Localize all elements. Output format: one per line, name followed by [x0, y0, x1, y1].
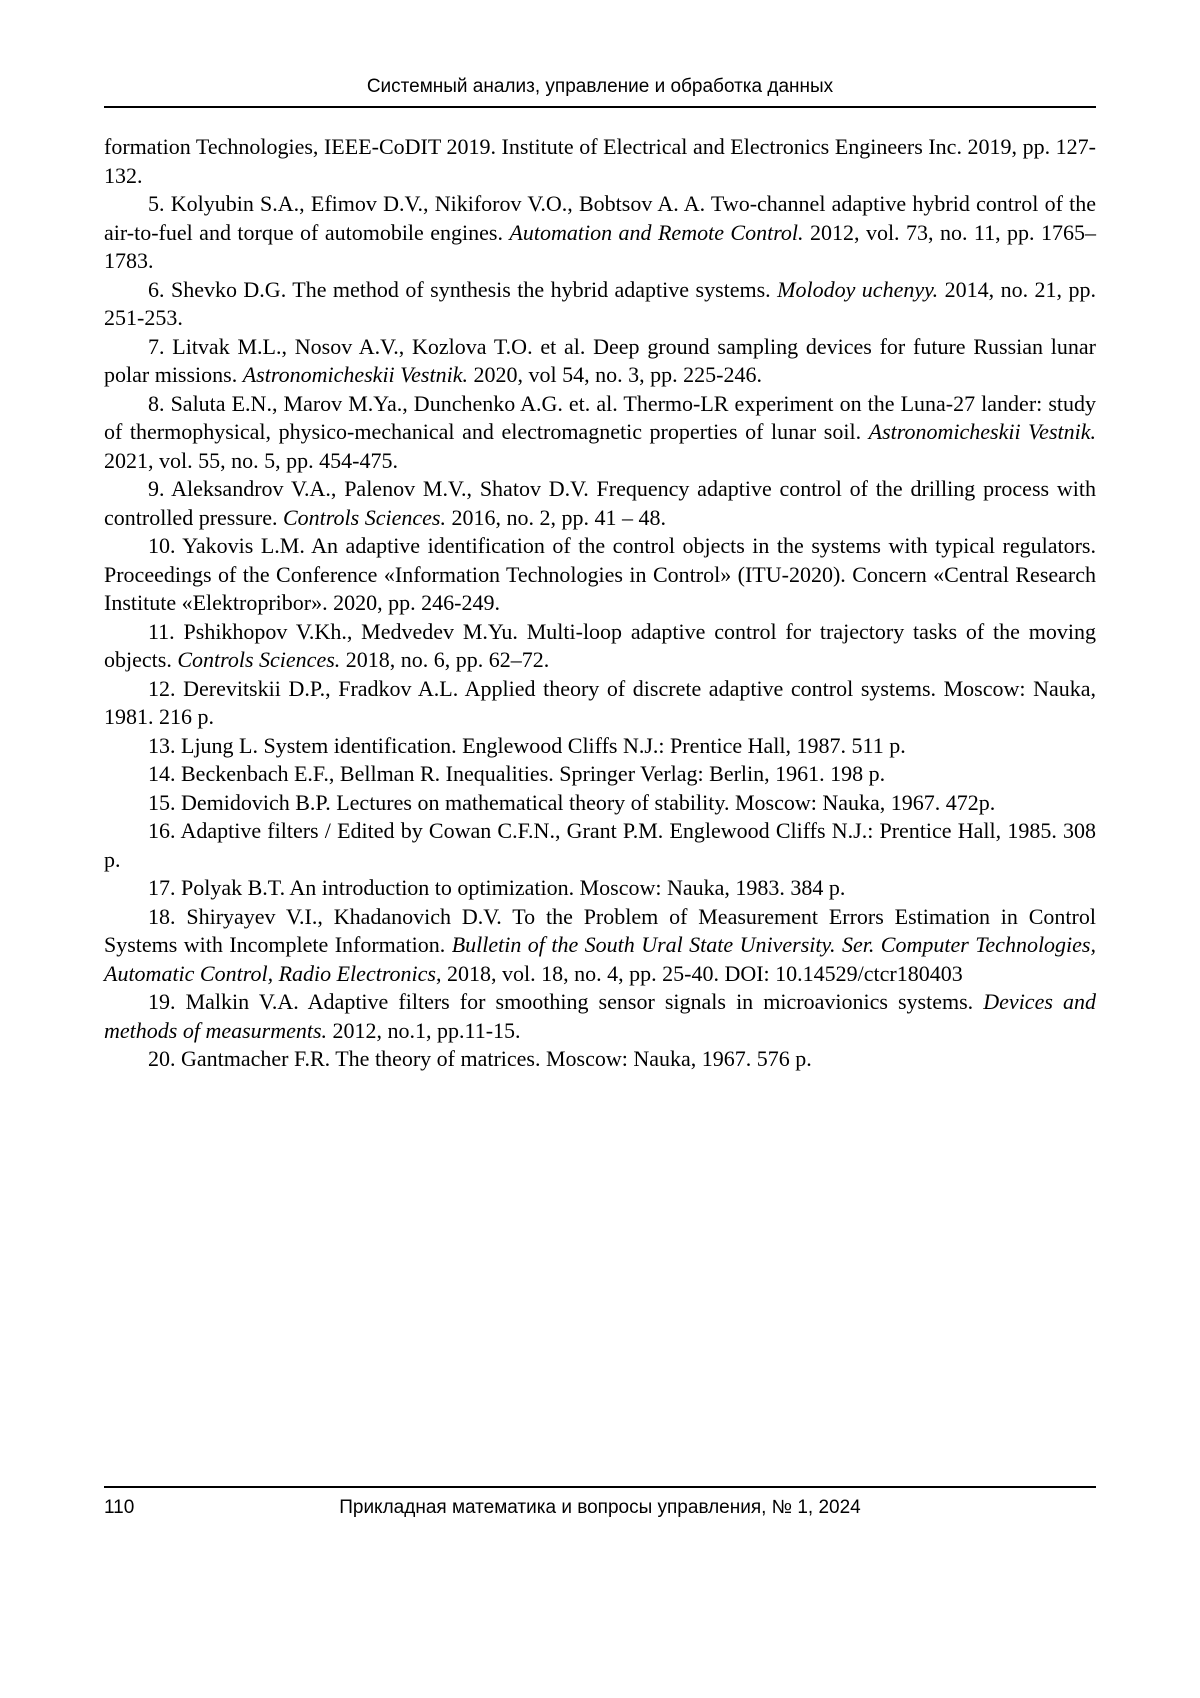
reference-item	[104, 618, 1096, 675]
reference-item	[104, 675, 1096, 732]
page-number: 110	[104, 1497, 135, 1518]
reference-text: 8. Saluta E.N., Marov M.Ya., Dunchenko A.G. et. al. Thermo-LR experiment on the Luna-27 lander: study of thermophysical, physico-mechanical and electromagnetic properties of lunar soil.	[104, 390, 1096, 444]
reference-text: , 2018, vol. 18, no. 4, pp. 25-40. DOI: 10.14529/ctcr180403	[436, 960, 963, 986]
reference-text: 2016, no. 2, pp. 41 – 48.	[445, 504, 666, 530]
reference-text: 18. Shiryayev V.I., Khadanovich D.V. To the Problem of Measurement Errors Estimation in Control Systems with Incomplete Information.	[104, 903, 1096, 957]
reference-text: 7. Litvak M.L., Nosov A.V., Kozlova T.O. et al. Deep ground sampling devices for future Russian lunar polar missions.	[104, 333, 1096, 387]
reference-item	[104, 190, 1096, 276]
reference-item	[104, 1045, 1096, 1074]
reference-journal-title: Devices and methods of measurments.	[104, 989, 1096, 1043]
reference-text: 2012, no.1, pp.11-15.	[327, 1017, 521, 1043]
reference-text: 19. Malkin V.A. Adaptive filters for smoothing sensor signals in microavionics systems.	[148, 989, 984, 1014]
reference-text: 14. Beckenbach E.F., Bellman R. Inequalities. Springer Verlag: Berlin, 1961. 198 p.	[148, 761, 886, 786]
reference-text: 2018, no. 6, pp. 62–72.	[340, 647, 550, 672]
reference-item	[104, 732, 1096, 761]
reference-journal-title: Astronomicheskii Vestnik.	[868, 419, 1096, 444]
running-title: Системный анализ, управление и обработка данных	[366, 76, 834, 97]
reference-item	[104, 276, 1096, 333]
reference-item	[104, 133, 1096, 190]
reference-text: 2021, vol. 55, no. 5, pp. 454-475.	[104, 447, 398, 473]
reference-text: 11. Pshikhopov V.Kh., Medvedev M.Yu. Multi-loop adaptive control for trajectory tasks of the moving objects.	[104, 618, 1096, 672]
reference-text: 9. Aleksandrov V.A., Palenov M.V., Shatov D.V. Frequency adaptive control of the drilling process with controlled pressure.	[104, 476, 1096, 530]
reference-item	[104, 760, 1096, 789]
reference-text: 16. Adaptive filters / Edited by Cowan C.F.N., Grant P.M. Englewood Cliffs N.J.: Prentice Hall, 1985. 308 p.	[104, 818, 1096, 872]
reference-text: 2014, no. 21, pp. 251-253.	[104, 276, 1096, 330]
reference-item	[104, 390, 1096, 476]
reference-item	[104, 874, 1096, 903]
reference-text: 20. Gantmacher F.R. The theory of matrices. Moscow: Nauka, 1967. 576 p.	[148, 1046, 812, 1071]
reference-journal-title: Controls Sciences.	[177, 647, 341, 672]
reference-item	[104, 789, 1096, 818]
reference-text: 2012, vol. 73, no. 11, pp. 1765–1783.	[104, 219, 1096, 273]
page-footer	[104, 1486, 1096, 1520]
reference-text: formation Technologies, IEEE-CoDIT 2019. Institute of Electrical and Electronics Engineers Inc. 2019, pp. 127-132.	[104, 134, 1096, 188]
reference-item	[104, 988, 1096, 1045]
reference-text: 15. Demidovich B.P. Lectures on mathematical theory of stability. Moscow: Nauka, 1967. 472p.	[148, 789, 996, 815]
reference-text: 5. Kolyubin S.A., Efimov D.V., Nikiforov V.O., Bobtsov A. A. Two-channel adaptive hybrid control of the air-to-fuel and torque of automobile engines.	[104, 191, 1096, 245]
references-list	[104, 133, 1096, 1074]
reference-text: 2020, vol 54, no. 3, pp. 225-246.	[468, 362, 762, 387]
reference-text: 17. Polyak B.T. An introduction to optimization. Moscow: Nauka, 1983. 384 p.	[148, 875, 846, 900]
reference-item	[104, 333, 1096, 390]
journal-info: Прикладная математика и вопросы управления, № 1, 2024	[339, 1497, 861, 1518]
reference-item	[104, 903, 1096, 989]
reference-journal-title: Astronomicheskii Vestnik.	[242, 362, 468, 387]
reference-journal-title: Molodoy uchenyy.	[777, 276, 939, 302]
reference-journal-title: Bulletin of the South Ural State University. Ser. Computer Technologies, Automatic Control, Radio Electronics	[104, 932, 1096, 986]
reference-journal-title: Automation and Remote Control.	[509, 219, 804, 245]
reference-text: 12. Derevitskii D.P., Fradkov A.L. Applied theory of discrete adaptive control systems. Moscow: Nauka, 1981. 216 p.	[104, 675, 1096, 729]
reference-item	[104, 817, 1096, 874]
reference-text: 6. Shevko D.G. The method of synthesis the hybrid adaptive systems.	[148, 276, 778, 302]
reference-text: 13. Ljung L. System identification. Englewood Cliffs N.J.: Prentice Hall, 1987. 511 p.	[148, 732, 906, 758]
reference-item	[104, 475, 1096, 532]
reference-journal-title: Controls Sciences.	[283, 504, 446, 530]
reference-text: 10. Yakovis L.M. An adaptive identification of the control objects in the systems with typical regulators. Proceedings of the Conference «Information Technologies in Control» (ITU-2020). Concern «Central Research Institute «Elektropribor». 2020, pp. 246-249.	[104, 533, 1096, 615]
page-header	[104, 76, 1096, 108]
reference-item	[104, 532, 1096, 618]
